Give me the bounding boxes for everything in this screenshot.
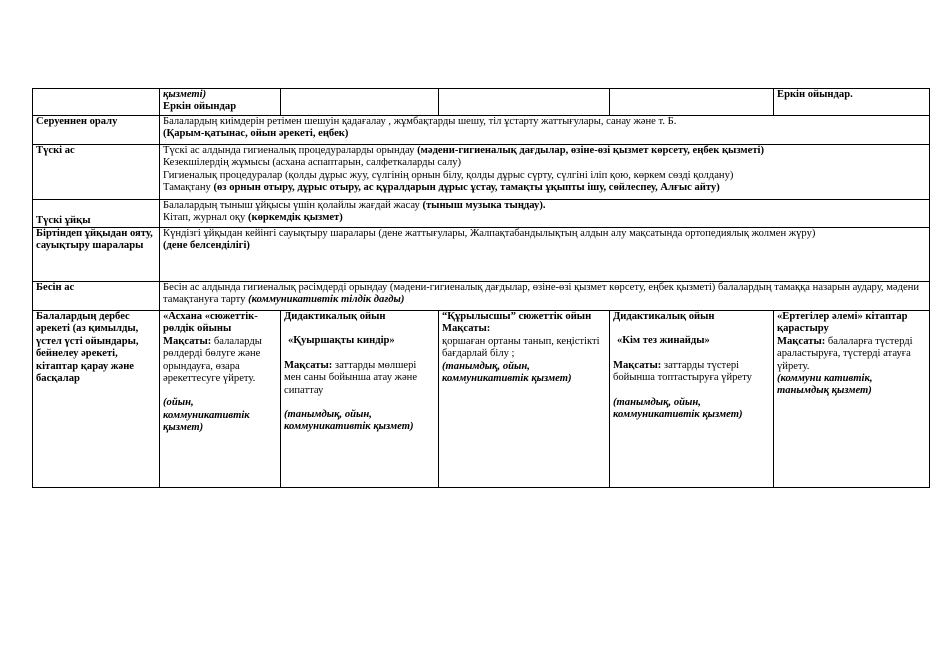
goal-text: заттарды түстері бойынша топтастыруға үйрету [613, 359, 752, 384]
row-label-text: Түскі ұйқы [36, 214, 91, 226]
daily-schedule-table [32, 88, 930, 488]
nap-line-2-text: Кітап, журнал оқу [163, 212, 248, 224]
empty-cell [439, 89, 610, 116]
row-label-wakeup [33, 228, 160, 282]
table-row-snack [33, 282, 930, 311]
activity-cell-tue [281, 311, 439, 488]
cell-free-games-last [774, 89, 930, 116]
row-label-nap [33, 200, 160, 228]
row-label-text: Бесін ас [36, 282, 75, 293]
snack-note: (коммуникативтік тілдік дағды) [248, 294, 405, 306]
goal-text: заттарды мөлшері мен саны бойынша атау және сипаттау [284, 359, 418, 396]
goal-text: қоршаған ортаны танып, кеңістікті бағдарлай білу ; [442, 335, 600, 360]
activity-goal [284, 360, 435, 397]
walk-return-text: Балалардың киімдерін ретімен шешуін қадағалау , жұмбақтарды шешу, тіл ұстарту жаттығулары, санау және т. Б. [163, 116, 677, 127]
goal-text: балаларға түстерді араластыруға, түстерді атауға үйрету. [777, 335, 913, 372]
activity-note: (ойын, коммуникативтік қызмет) [163, 397, 250, 434]
activity-cell-fri [774, 311, 930, 488]
activity-title: Дидактикалық ойын [284, 311, 386, 322]
lunch-line-2: Кезекшілердің жұмысы (асхана аспаптарын, салфеткаларды салу) [163, 157, 462, 169]
activity-goal [777, 336, 926, 373]
lunch-line-4-text: Тамақтану [163, 182, 214, 194]
walk-return-note: (Қарым-қатынас, ойын әрекеті, еңбек) [163, 128, 349, 140]
nap-line-2 [163, 212, 926, 224]
goal-label: Мақсаты: [442, 323, 491, 335]
activity-note: (танымдық, ойын, коммуникативтік қызмет) [284, 409, 414, 433]
lunch-line-1-text: Түскі ас алдында гигиеналық процедураларды орындау [163, 145, 418, 156]
lunch-line-4 [163, 182, 926, 194]
nap-line-1-bold: (тыныш музыка тыңдау). [422, 200, 546, 211]
goal-text: балаларды рөлдерді бөлуге және орындауға, өзара әрекеттесуге үйрету. [163, 335, 262, 385]
activity-goal [163, 336, 277, 386]
activity-game-name: «Қуыршақты киндір» [288, 335, 395, 347]
cell-text-activity-end: қызметі) [163, 89, 207, 100]
activity-game-name: «Кім тез жинайды» [617, 335, 710, 347]
goal-label: Мақсаты: [613, 359, 662, 371]
goal-label: Мақсаты: [777, 335, 826, 347]
activity-note: (танымдық, ойын, коммуникативтік қызмет) [442, 360, 572, 385]
activity-goal [613, 360, 770, 385]
activity-title: «Ертегілер әлемі» кітаптар қарастыру [777, 311, 908, 335]
table-row-walk-return [33, 116, 930, 145]
lunch-line-4-bold: (өз орнын отыру, дұрыс отыру, ас құралдарын дұрыс ұстау, тамақты ұқыпты ішу, сөйлеспеу, Алғыс айту) [213, 182, 720, 194]
empty-cell [281, 89, 439, 116]
cell-text-free-games: Еркін ойындар [163, 101, 237, 113]
cell-walk-return [160, 116, 930, 145]
cell-lunch [160, 145, 930, 200]
row-label-walk-return [33, 116, 160, 145]
lunch-line-1 [163, 145, 926, 157]
row-label-activities [33, 311, 160, 488]
cell-snack [160, 282, 930, 311]
activity-title: “Құрылысшы” сюжеттік ойын [442, 311, 592, 322]
cell-wakeup [160, 228, 930, 282]
table-row-lunch [33, 145, 930, 200]
activity-cell-mon [160, 311, 281, 488]
table-row-nap [33, 200, 930, 228]
table-row-activities [33, 311, 930, 488]
lunch-line-1-bold: (мәдени-гигиеналық дағдылар, өзіне-өзі қызмет көрсету, еңбек қызметі) [417, 145, 765, 156]
goal-label: Мақсаты: [163, 335, 212, 347]
row-label-snack [33, 282, 160, 311]
row-label-text: Серуеннен оралу [36, 116, 118, 127]
cell-free-games [160, 89, 281, 116]
lunch-line-3: Гигиеналық процедуралар (қолды дұрыс жуу, сүлгінің орнын білу, қолды дұрыс сүрту, сүлгіні іліп қою, көркем сөзді қолдану) [163, 169, 734, 181]
table-row-wakeup [33, 228, 930, 282]
row-label-text: Түскі ас [36, 145, 75, 156]
row-label-lunch [33, 145, 160, 200]
wakeup-note: (дене белсенділігі) [163, 240, 250, 252]
goal-label: Мақсаты: [284, 359, 333, 371]
activity-title: «Асхана «сюжеттік-рөлдік ойыны [163, 311, 258, 335]
nap-line-1 [163, 200, 926, 212]
snack-text [163, 282, 926, 307]
row-label-text: Балалардың дербес әрекеті (аз қимылды, үстел үсті ойындары, бейнелеу әрекеті, кітаптар қарау және басқалар [36, 311, 139, 385]
activity-cell-wed [439, 311, 610, 488]
empty-cell [610, 89, 774, 116]
row-label-text: Біртіндеп ұйқыдан ояту, сауықтыру шаралары [36, 228, 153, 252]
snack-text-main: Бесін ас алдында гигиеналық рәсімдерді орындау (мәдени-гигиеналық дағдылар, өзіне-өзі қызмет көрсету, еңбек қызметі) балалардың тамаққа назарын аудару, мәдени тамақтануға тарту [163, 282, 920, 306]
cell-nap [160, 200, 930, 228]
activity-note: (танымдық, ойын, коммуникативтік қызмет) [613, 396, 743, 421]
activity-cell-thu [610, 311, 774, 488]
activity-note: (коммуни кативтік, танымдық қызмет) [777, 373, 873, 397]
activity-title: Дидактикалық ойын [613, 311, 715, 322]
nap-line-2-bold: (көркемдік қызмет) [248, 212, 343, 224]
cell-text-free-games-last: Еркін ойындар. [777, 89, 853, 100]
wakeup-text: Күндізгі ұйқыдан кейінгі сауықтыру шаралары (дене жаттығулары, Жалпақтабандылықтың алдын алу мақсатында ортопедиялық жолмен жүру) [163, 228, 816, 239]
empty-cell [33, 89, 160, 116]
nap-line-1-text: Балалардың тыныш ұйқысы үшін қолайлы жағдай жасау [163, 200, 423, 211]
table-row-free-games [33, 89, 930, 116]
